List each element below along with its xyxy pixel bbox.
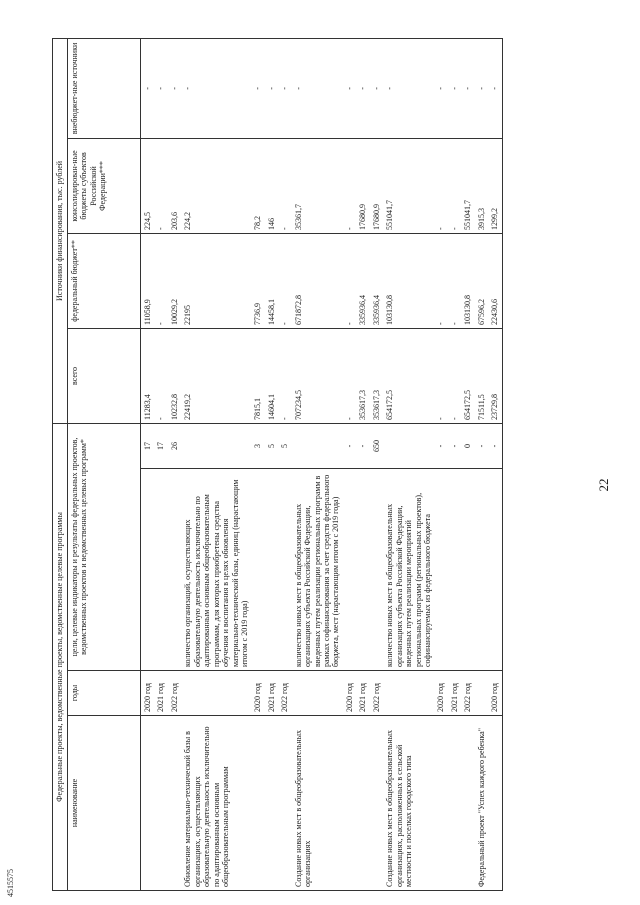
row-federal: - [343,233,356,328]
financing-table [52,38,503,891]
row-indicator: - [475,423,488,468]
row-indicator: 17 [154,423,167,468]
row-regional: 78,2 [251,138,264,233]
row-indicator [181,423,251,468]
row-name [343,716,356,891]
row-year: 2020 год [434,671,447,716]
table-row [141,38,155,890]
row-name [448,716,461,891]
row-goal [475,469,488,671]
row-goal [265,469,278,671]
row-federal: 22430,6 [488,233,502,328]
table-row [448,38,461,890]
table-row [168,38,181,890]
row-goal [448,469,461,671]
row-goal [370,469,383,671]
row-year: 2020 год [251,671,264,716]
row-federal: 671872,8 [292,233,343,328]
row-total: 654172,5 [461,328,474,423]
row-indicator [383,423,434,468]
row-goal [434,469,447,671]
row-extra: - [278,38,291,138]
table-row [251,38,264,890]
row-federal: - [278,233,291,328]
row-name [141,716,155,891]
row-name: Обновление материально-технической базы в организациях, осуществляющих образовательную деятельность исключительно по адаптированным основным общеобразовательным программам [181,716,251,891]
row-goal: количество новых мест в общеобразовательных организациях субъекта Российской Федерации, введенных путем реализации региональных программ в рамках софинансирования за счет средств федерального бюджета, мест (нарастающим итогом с 2019 года) [292,469,343,671]
row-total: - [448,328,461,423]
row-indicator: 5 [278,423,291,468]
row-extra: - [356,38,369,138]
page-number: 22 [596,478,611,492]
table-row [278,38,291,890]
row-extra: - [383,38,434,138]
row-goal [343,469,356,671]
row-name [251,716,264,891]
row-extra: - [434,38,447,138]
row-name [370,716,383,891]
row-extra: - [343,38,356,138]
row-total: - [434,328,447,423]
row-regional: 203,6 [168,138,181,233]
row-extra: - [461,38,474,138]
row-indicator: - [448,423,461,468]
row-name [278,716,291,891]
row-year: 2020 год [343,671,356,716]
row-extra: - [370,38,383,138]
row-regional: 35361,7 [292,138,343,233]
row-total: 23729,8 [488,328,502,423]
row-name [461,716,474,891]
table-row [475,38,488,890]
row-extra: - [488,38,502,138]
row-extra: - [181,38,251,138]
row-goal: количество новых мест в общеобразовательных организациях субъекта Российской Федерации, введенных путем реализации мероприятий региональных программ (региональных проектов), софинансируемых из федерального бюджета [383,469,434,671]
header-programs: Федеральные проекты, ведомственные проекты, ведомственные целевые программы [53,423,68,890]
row-goal [461,469,474,671]
header-sources: Источники финансирования, тыс. рублей [53,38,68,423]
row-regional: 146 [265,138,278,233]
row-federal: 7736,9 [251,233,264,328]
row-total: 7815,1 [251,328,264,423]
row-total: 353617,3 [356,328,369,423]
row-indicator: 17 [141,423,155,468]
row-regional: - [154,138,167,233]
row-regional: 1299,2 [488,138,502,233]
row-extra: - [251,38,264,138]
row-regional: 3915,3 [475,138,488,233]
row-name: Создание новых мест в общеобразовательных организациях [292,716,343,891]
row-regional: 224,2 [181,138,251,233]
header-goals: цели, целевые индикаторы и результаты федеральных проектов, ведомственных проектов и ведомственных целевых программ* [68,423,141,670]
table-row [265,38,278,890]
row-regional: - [278,138,291,233]
header-name: наименование [68,716,141,891]
table-row [488,38,502,890]
row-year [475,671,488,716]
row-indicator: - [356,423,369,468]
row-extra: - [265,38,278,138]
row-indicator: 3 [251,423,264,468]
row-year: 2021 год [448,671,461,716]
table-row [370,38,383,890]
row-goal [278,469,291,671]
row-extra: - [292,38,343,138]
row-indicator: 26 [168,423,181,468]
row-regional: 17680,9 [356,138,369,233]
row-federal: 67596,2 [475,233,488,328]
row-name [488,716,502,891]
row-total: - [343,328,356,423]
table-row [292,38,343,890]
row-federal: 335936,4 [356,233,369,328]
row-year: 2022 год [168,671,181,716]
row-total: - [278,328,291,423]
row-goal [154,469,167,671]
row-year: 2021 год [154,671,167,716]
table-row [356,38,369,890]
row-goal [141,469,155,671]
header-extra: внебюджет-ные источники [68,38,141,138]
row-goal [488,469,502,671]
row-year: 2022 год [278,671,291,716]
row-federal: 11058,9 [141,233,155,328]
row-extra: - [168,38,181,138]
row-indicator [292,423,343,468]
table-row [343,38,356,890]
table-row [383,38,434,890]
row-total: 654172,5 [383,328,434,423]
row-federal: 14458,1 [265,233,278,328]
row-indicator: - [343,423,356,468]
row-extra: - [141,38,155,138]
row-indicator: 0 [461,423,474,468]
row-regional: 551041,7 [383,138,434,233]
row-name: Федеральный проект "Успех каждого ребенка" [475,716,488,891]
row-indicator: - [488,423,502,468]
row-federal: 335936,4 [370,233,383,328]
row-federal: 103130,8 [461,233,474,328]
row-regional: 551041,7 [461,138,474,233]
table-row [461,38,474,890]
row-total: 22419,2 [181,328,251,423]
row-total: - [154,328,167,423]
row-year: 2020 год [141,671,155,716]
row-extra: - [475,38,488,138]
row-regional: - [448,138,461,233]
row-indicator: - [434,423,447,468]
header-years: годы [68,671,141,716]
table-row [434,38,447,890]
row-regional: - [343,138,356,233]
header-total: всего [68,328,141,423]
row-total: 14604,1 [265,328,278,423]
row-name [265,716,278,891]
table-row [154,38,167,890]
document-id: 4515575 [6,869,15,897]
row-year [292,671,343,716]
row-goal: количество организаций, осуществляющих образовательную деятельность исключительно по адаптированным основным общеобразовательным программам, для которых приобретены средства обучения и воспитания в целях обновления материально-технической базы, единиц (нарастающим итогом с 2019 года) [181,469,251,671]
row-goal [251,469,264,671]
row-extra: - [154,38,167,138]
row-total: 10232,8 [168,328,181,423]
row-federal: - [434,233,447,328]
row-name [434,716,447,891]
row-year: 2021 год [356,671,369,716]
row-total: 353617,3 [370,328,383,423]
row-year: 2020 год [488,671,502,716]
row-federal: - [448,233,461,328]
row-goal [356,469,369,671]
row-year: 2022 год [370,671,383,716]
row-indicator: 5 [265,423,278,468]
row-federal: - [154,233,167,328]
header-regional: консолидирован-ные бюджеты субъектов Российской Федерации*** [68,138,141,233]
row-goal [168,469,181,671]
row-federal: 22195 [181,233,251,328]
row-name: Создание новых мест в общеобразовательных организациях, расположенных в сельской местности и поселках городского типа [383,716,434,891]
row-total: 11283,4 [141,328,155,423]
row-regional: - [434,138,447,233]
table-body [141,38,503,890]
row-indicator: 650 [370,423,383,468]
row-year: 2021 год [265,671,278,716]
row-year [181,671,251,716]
row-name [168,716,181,891]
row-name [154,716,167,891]
row-year [383,671,434,716]
row-name [356,716,369,891]
row-total: 707234,5 [292,328,343,423]
table-row [181,38,251,890]
row-total: 71511,5 [475,328,488,423]
row-year: 2022 год [461,671,474,716]
row-federal: 10029,2 [168,233,181,328]
row-regional: 17680,9 [370,138,383,233]
row-extra: - [448,38,461,138]
row-regional: 224,5 [141,138,155,233]
row-federal: 103130,8 [383,233,434,328]
header-federal: федеральный бюджет** [68,233,141,328]
